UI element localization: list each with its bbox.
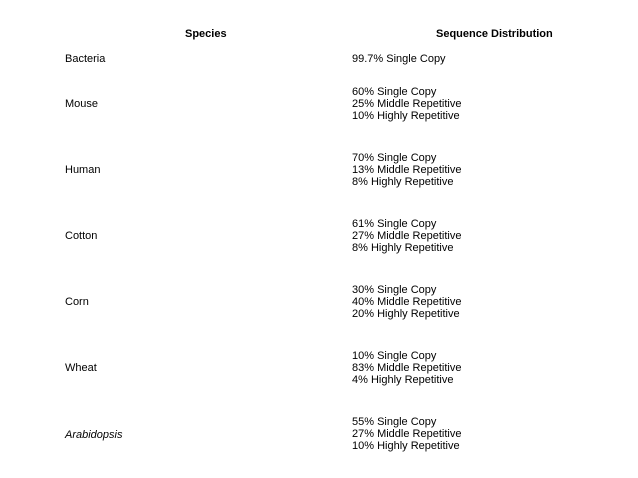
species-human: Human [65,164,101,176]
distribution-line: 13% Middle Repetitive [352,164,462,177]
distribution-line: 27% Middle Repetitive [352,428,462,441]
distribution-line: 8% Highly Repetitive [352,242,454,255]
distribution-line: 83% Middle Repetitive [352,362,462,375]
distribution-wheat [352,350,461,387]
distribution-line: 70% Single Copy [352,152,437,164]
species-arabidopsis: Arabidopsis [65,429,123,441]
distribution-line: 20% Highly Repetitive [352,308,460,321]
distribution-human [352,152,461,189]
species-cotton: Cotton [65,230,98,242]
distribution-cotton [352,218,461,255]
distribution-line: 27% Middle Repetitive [352,230,462,243]
distribution-line: 10% Single Copy [352,350,437,362]
distribution-line: 10% Highly Repetitive [352,110,460,123]
distribution-line: 99.7% Single Copy [352,53,446,65]
species-bacteria: Bacteria [65,53,106,65]
distribution-line: 40% Middle Repetitive [352,296,462,309]
species-corn: Corn [65,296,89,308]
species-wheat: Wheat [65,362,97,374]
distribution-bacteria [352,53,446,65]
distribution-corn [352,284,461,321]
distribution-line: 4% Highly Repetitive [352,374,454,387]
distribution-mouse [352,86,461,123]
distribution-line: 61% Single Copy [352,218,437,230]
species-mouse: Mouse [65,98,99,110]
distribution-line: 55% Single Copy [352,416,437,428]
distribution-line: 10% Highly Repetitive [352,440,460,453]
species-column-header: Species [185,28,227,40]
distribution-line: 60% Single Copy [352,86,437,98]
distribution-column-header: Sequence Distribution [436,28,553,40]
distribution-line: 30% Single Copy [352,284,437,296]
distribution-arabidopsis [352,416,461,453]
distribution-line: 25% Middle Repetitive [352,98,462,111]
distribution-line: 8% Highly Repetitive [352,176,454,189]
